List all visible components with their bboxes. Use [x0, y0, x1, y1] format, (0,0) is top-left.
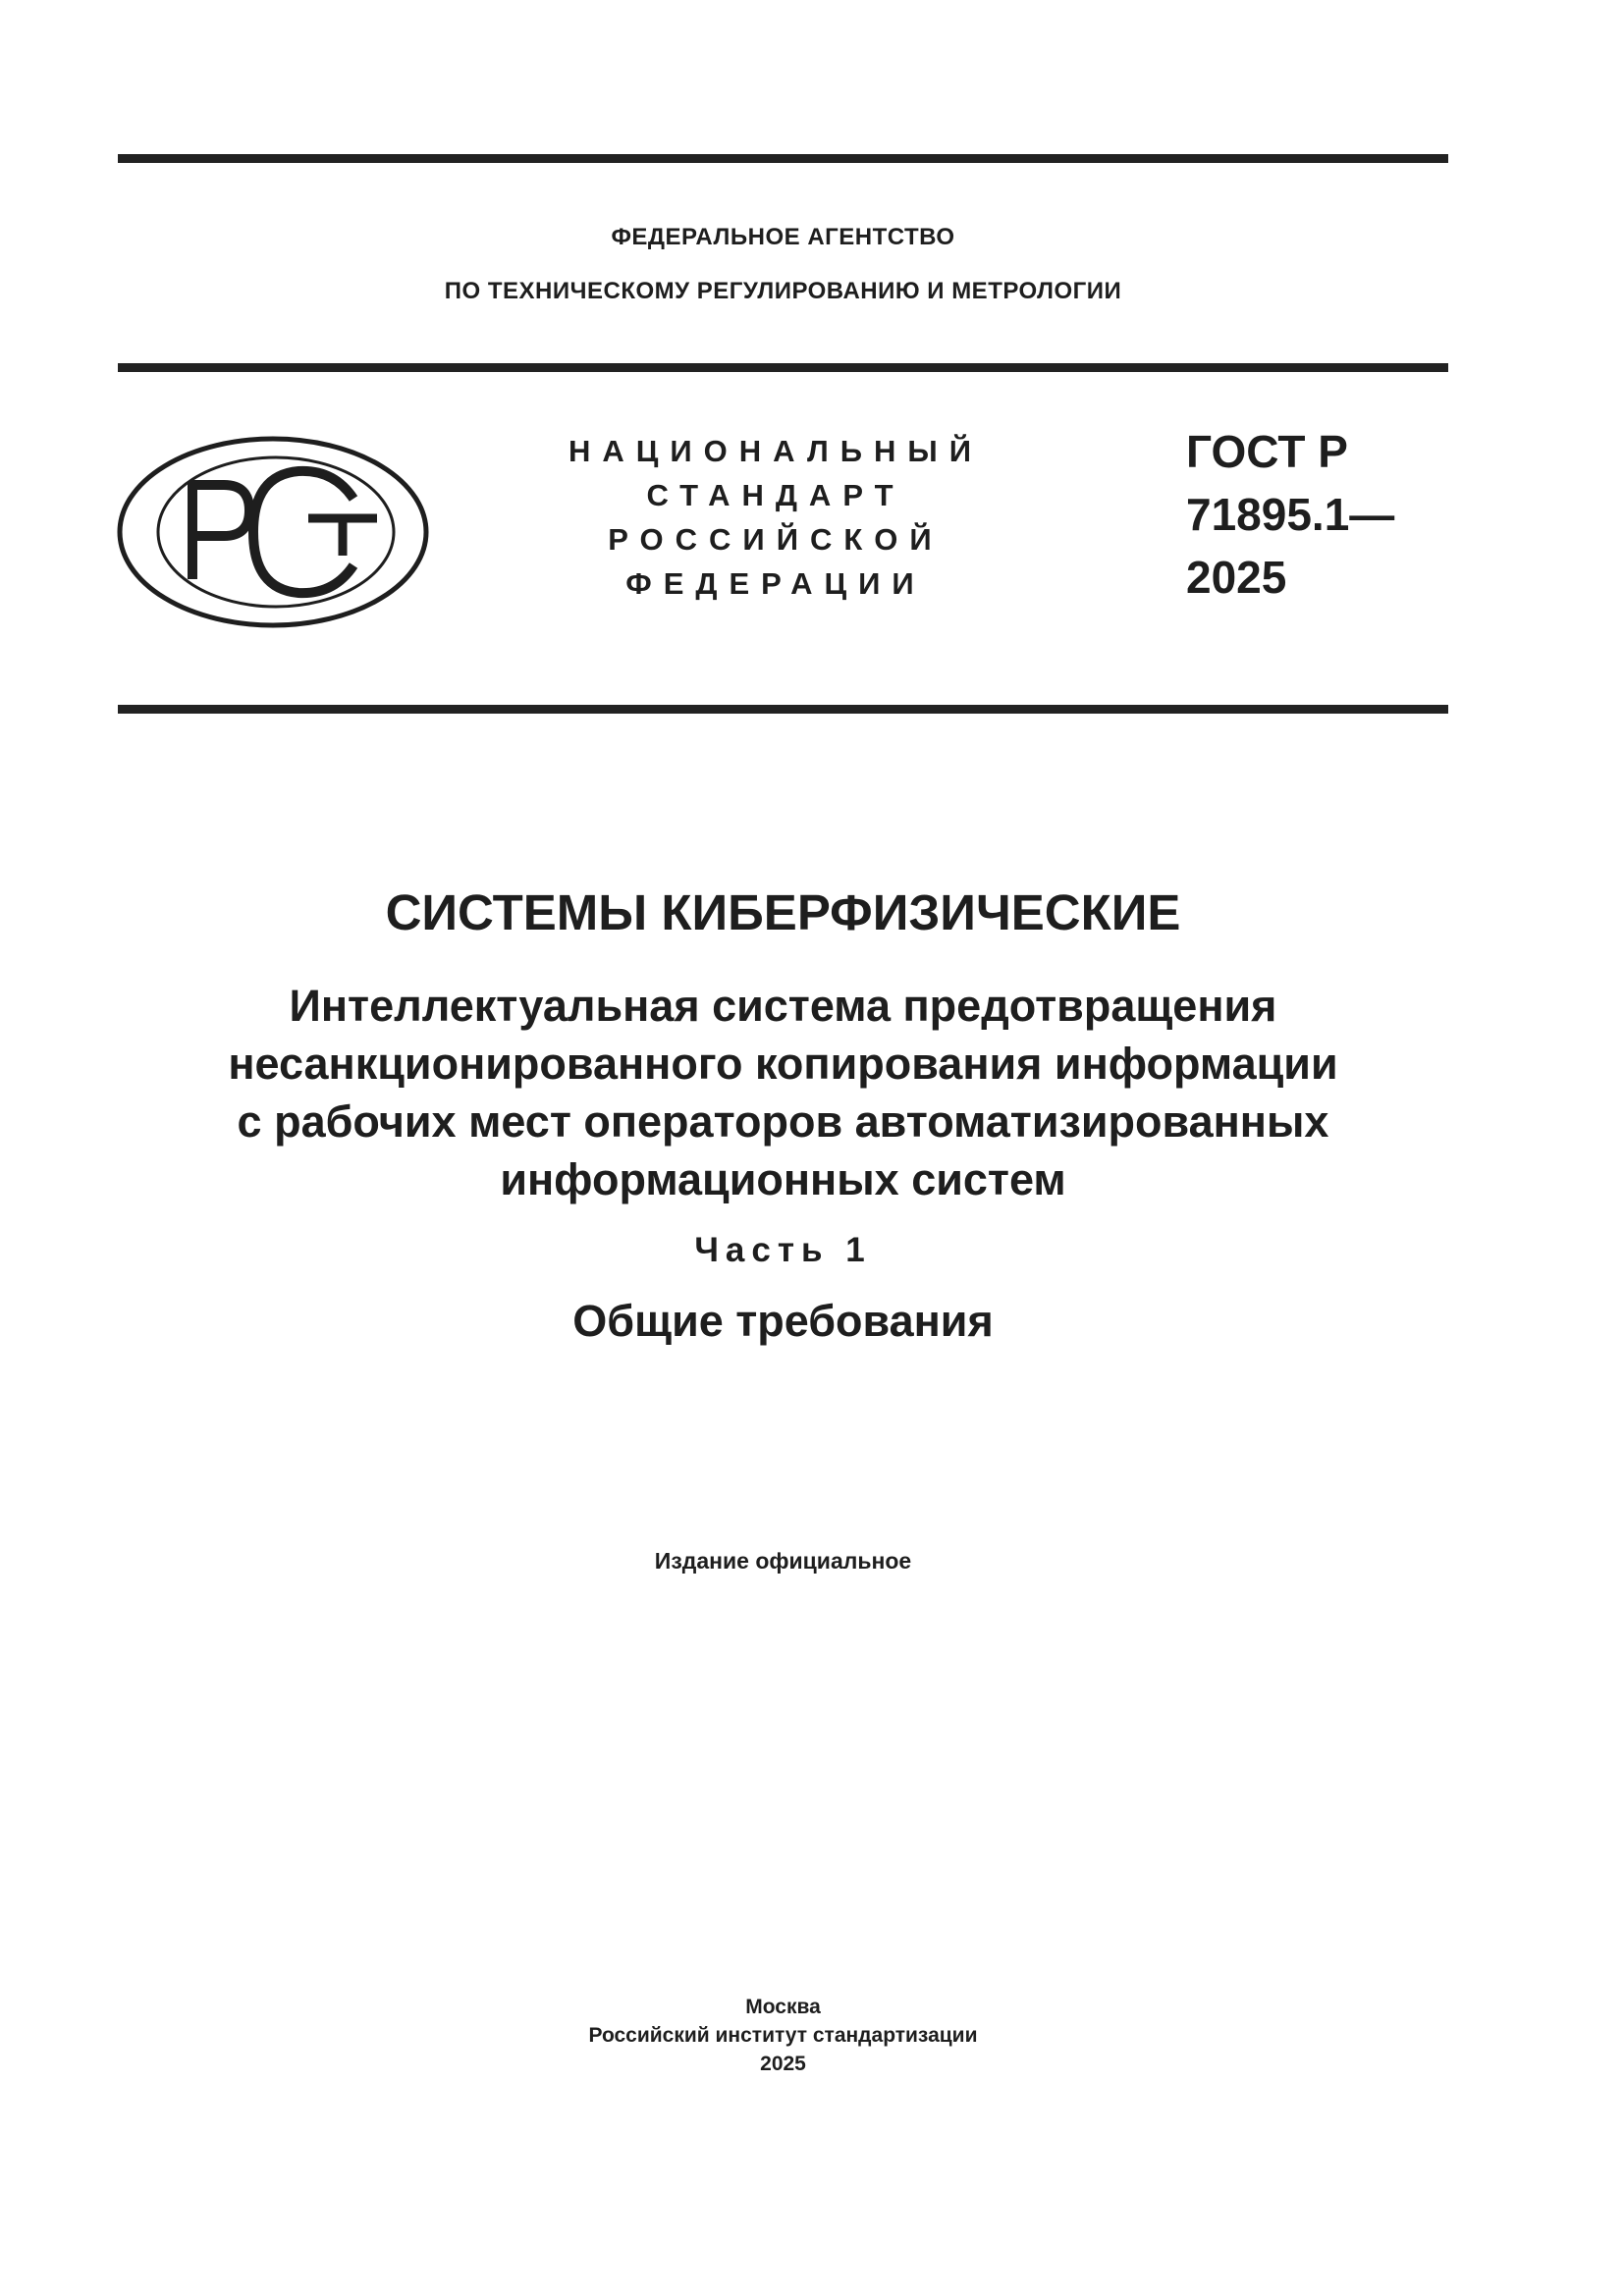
- gost-designation: [1186, 420, 1394, 609]
- imprint-city: Москва: [745, 1996, 821, 2018]
- imprint-year: 2025: [760, 2053, 806, 2075]
- title-divider: [118, 705, 1448, 714]
- agency-name-line-1: ФЕДЕРАЛЬНОЕ АГЕНТСТВО: [611, 224, 955, 250]
- standard-type-line-4: ФЕДЕРАЦИИ: [625, 566, 926, 601]
- part-title: Общие требования: [572, 1296, 994, 1346]
- document-subtitle: [118, 977, 1448, 1208]
- top-divider: [118, 154, 1448, 163]
- gost-line-1: ГОСТ Р: [1186, 426, 1348, 477]
- gost-line-2: 71895.1—: [1186, 489, 1395, 540]
- standard-type-line-2: СТАНДАРТ: [646, 478, 905, 512]
- standard-type-line-1: НАЦИОНАЛЬНЫЙ: [568, 434, 984, 468]
- rst-logo-icon: [116, 434, 432, 630]
- logo-letter-r: [192, 485, 249, 579]
- standard-type-block: [530, 429, 1021, 606]
- standard-type-line-3: РОССИЙСКОЙ: [608, 522, 944, 557]
- subtitle-line-2: несанкционированного копирования информации: [228, 1039, 1338, 1089]
- logo-letter-t: [308, 518, 377, 556]
- document-title: СИСТЕМЫ КИБЕРФИЗИЧЕСКИЕ: [385, 884, 1181, 940]
- subtitle-line-3: с рабочих мест операторов автоматизированных: [237, 1096, 1329, 1147]
- imprint-block: [118, 1993, 1448, 2078]
- part-label: Часть 1: [694, 1231, 872, 1269]
- edition-note: Издание официальное: [654, 1548, 912, 1574]
- gost-line-3: 2025: [1186, 552, 1287, 603]
- subtitle-line-4: информационных систем: [500, 1154, 1066, 1204]
- subtitle-line-1: Интеллектуальная система предотвращения: [289, 981, 1277, 1031]
- header-divider: [118, 363, 1448, 372]
- logo-outer-ellipse: [120, 439, 426, 625]
- agency-name-line-2: ПО ТЕХНИЧЕСКОМУ РЕГУЛИРОВАНИЮ И МЕТРОЛОГИИ: [444, 278, 1122, 304]
- imprint-publisher: Российский институт стандартизации: [588, 2024, 978, 2047]
